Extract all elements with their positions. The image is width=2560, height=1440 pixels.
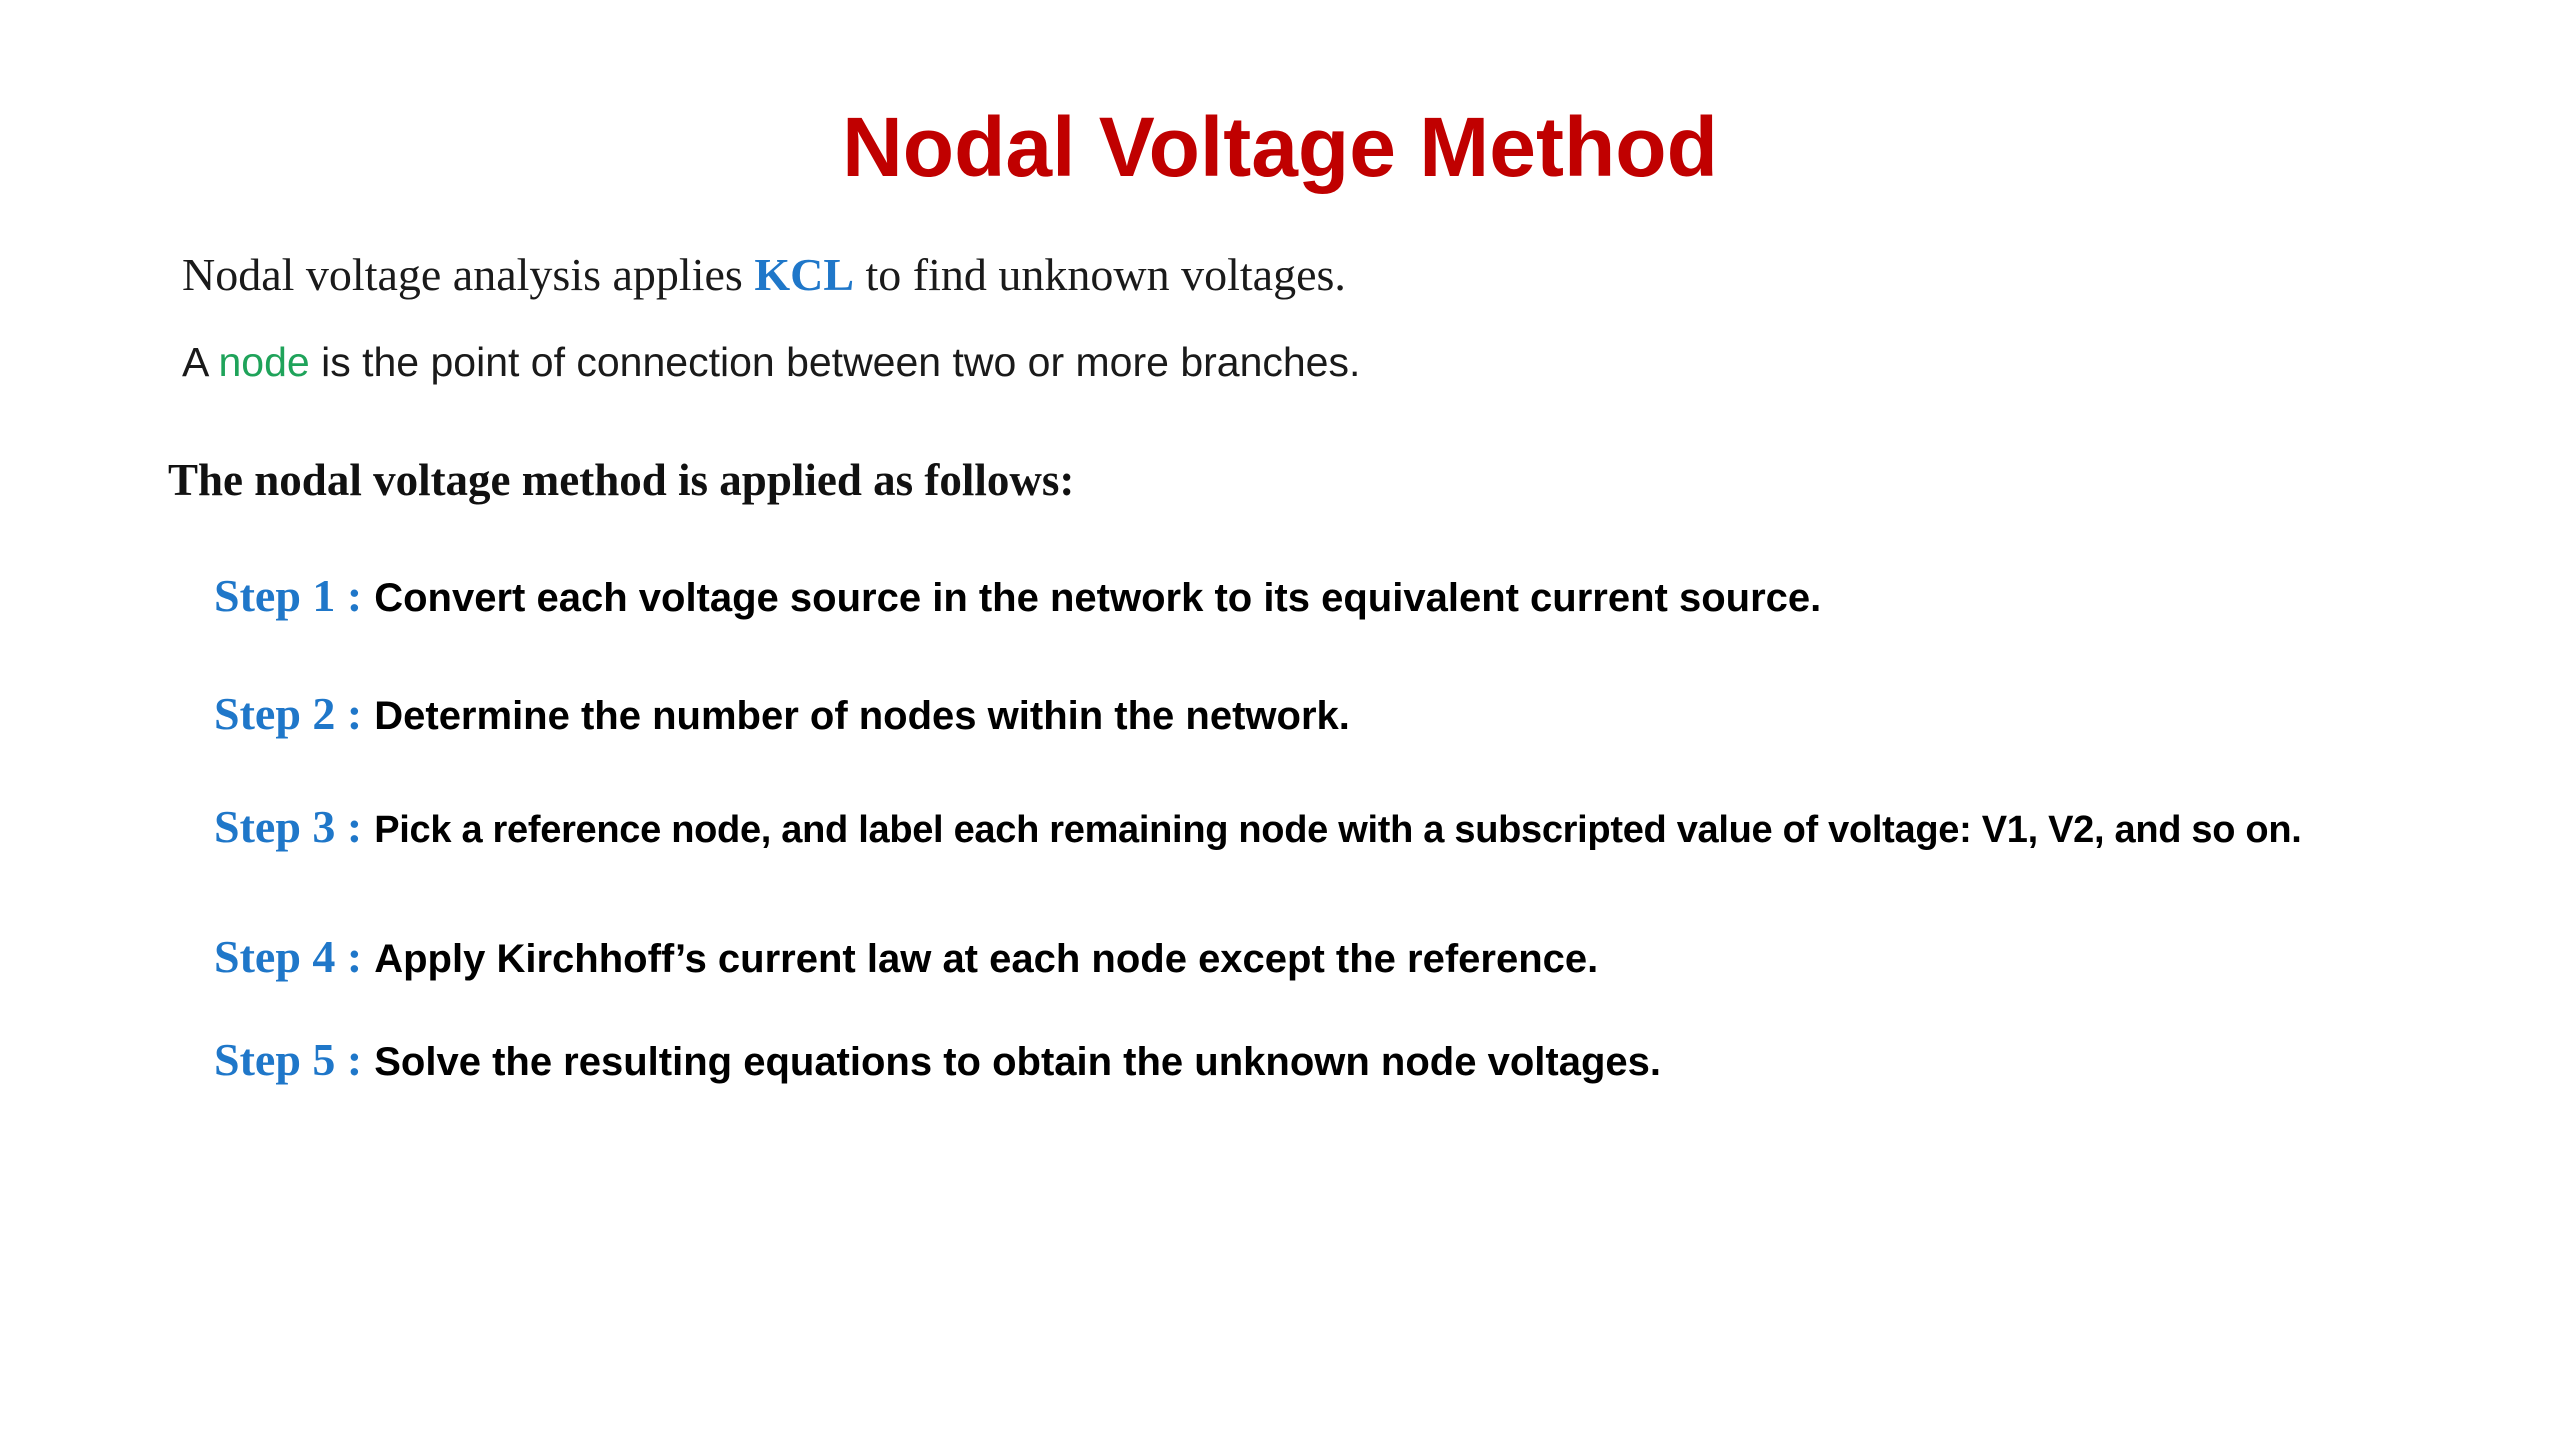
intro-node-before: A — [182, 339, 219, 385]
steps-heading: The nodal voltage method is applied as follows: — [168, 455, 1075, 505]
step-3 — [214, 797, 2302, 868]
intro-node-line — [182, 332, 1360, 392]
step-2 — [214, 684, 1350, 755]
intro-kcl-after: to find unknown voltages. — [854, 249, 1346, 300]
slide-title: Nodal Voltage Method — [842, 100, 1718, 194]
intro-kcl-before: Nodal voltage analysis applies — [182, 249, 755, 300]
step-5-label: Step 5 : — [214, 1034, 363, 1085]
step-2-text: Determine the number of nodes within the network. — [374, 694, 1350, 738]
step-4-text: Apply Kirchhoff’s current law at each node except the reference. — [374, 937, 1599, 981]
step-3-text: Pick a reference node, and label each remaining node with a subscripted value of voltage: V1, V2, and so on. — [374, 809, 2302, 851]
step-3-label: Step 3 : — [214, 801, 363, 852]
step-5-text: Solve the resulting equations to obtain the unknown node voltages. — [374, 1040, 1661, 1084]
intro-node-after: is the point of connection between two or more branches. — [309, 339, 1361, 385]
node-term: node — [218, 339, 310, 385]
step-1-label: Step 1 : — [214, 570, 363, 621]
step-5 — [214, 1030, 1661, 1101]
intro-kcl-line — [182, 245, 1346, 305]
step-4 — [214, 927, 1598, 998]
step-4-label: Step 4 : — [214, 931, 363, 982]
step-2-label: Step 2 : — [214, 688, 363, 739]
kcl-term: KCL — [754, 249, 854, 300]
step-1 — [214, 566, 1821, 637]
step-1-text: Convert each voltage source in the network to its equivalent current source. — [374, 576, 1822, 620]
